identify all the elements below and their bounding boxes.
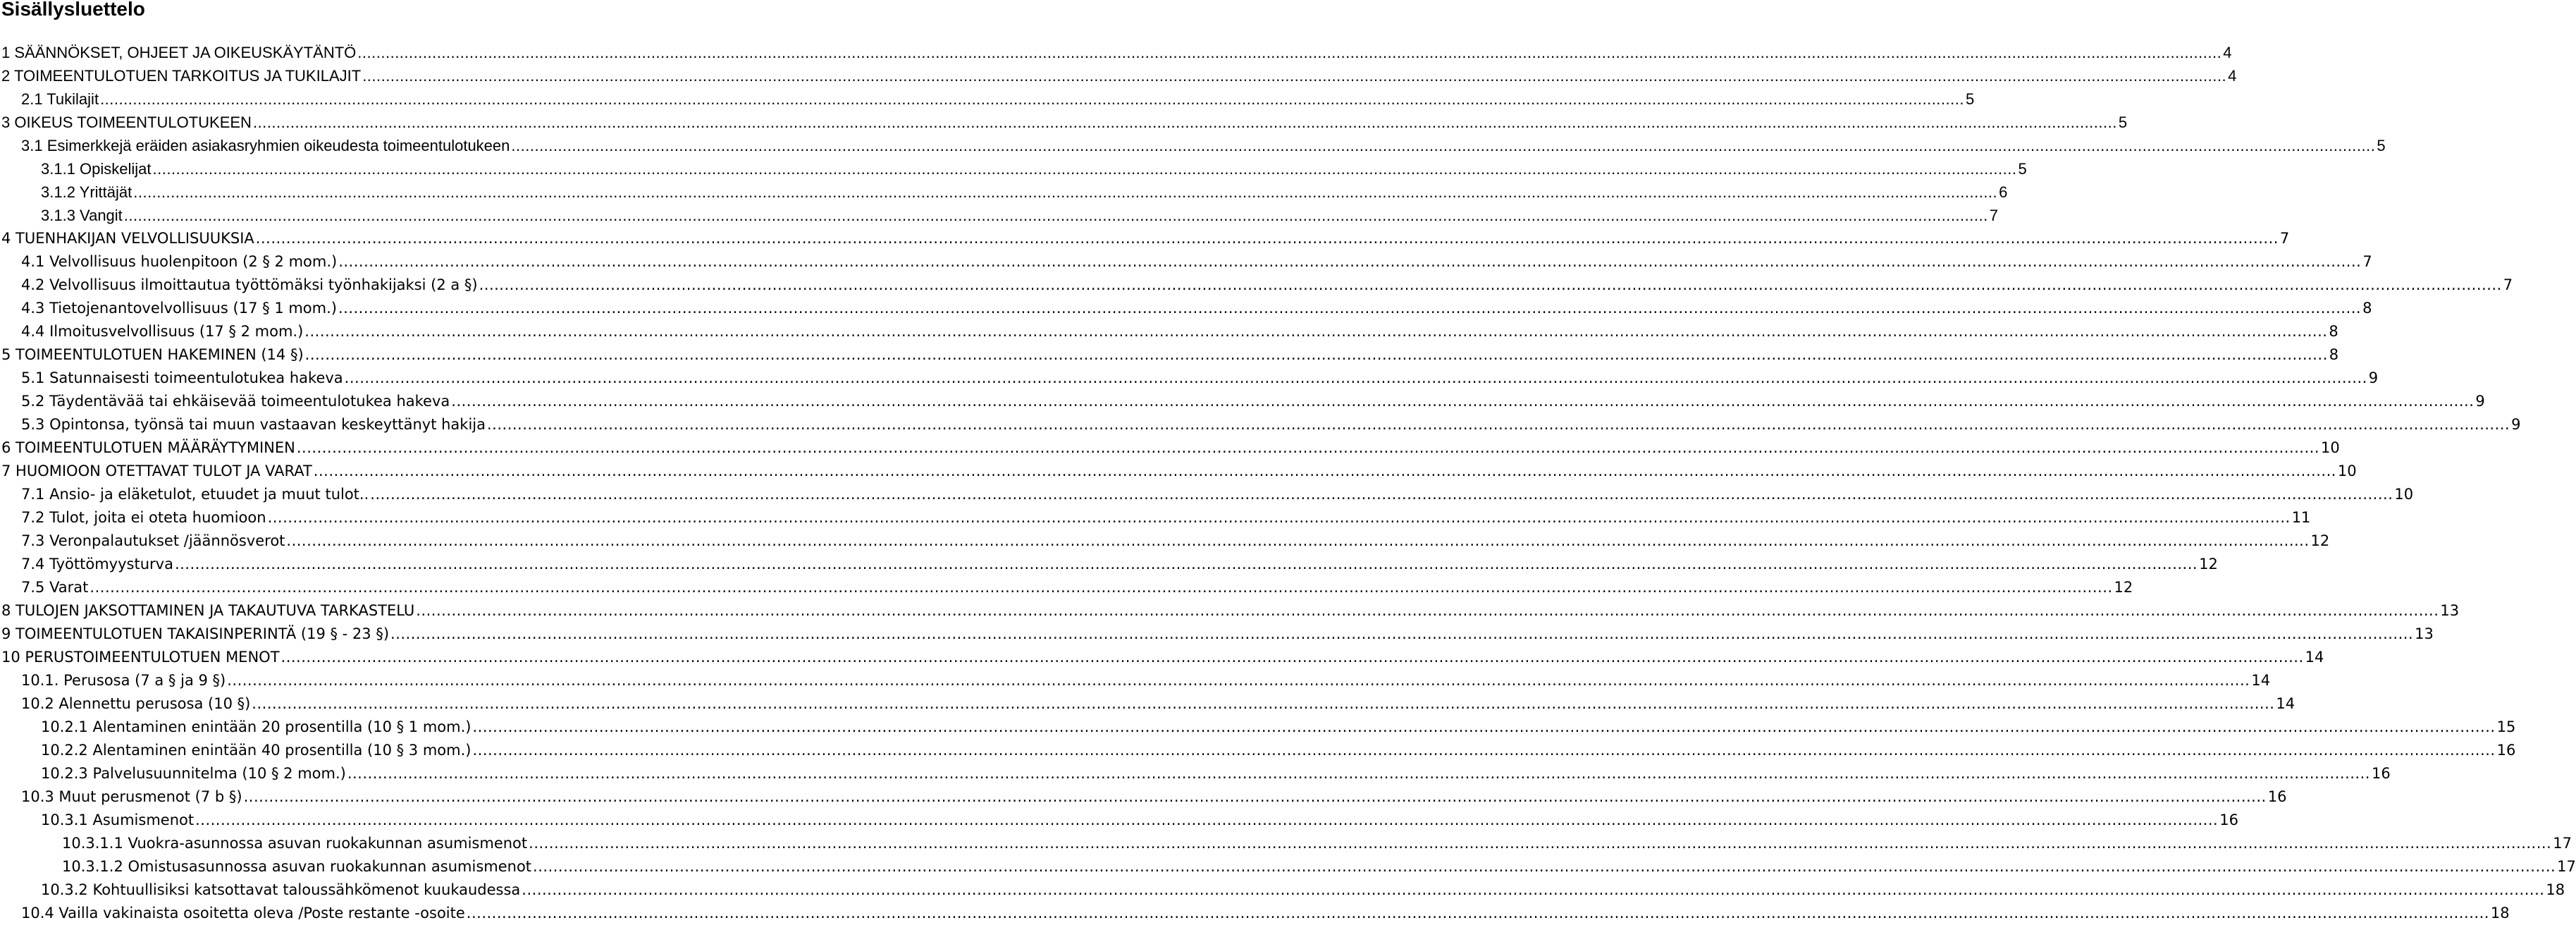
toc-dot-leader: ................................................................................................................................................................................................................................................................................................................................................................................................................ — [313, 463, 2336, 479]
toc-entry-title: 10.3 Muut perusmenot (7 b §) — [21, 788, 242, 805]
toc-entry[interactable] — [0, 343, 2339, 367]
toc-entry[interactable] — [0, 111, 2128, 134]
toc-page-number: 8 — [2362, 300, 2372, 317]
toc-entry-title: 4 TUENHAKIJAN VELVOLLISUUKSIA — [1, 230, 254, 247]
toc-entry-title: 2 TOIMEENTULOTUEN TARKOITUS JA TUKILAJIT — [1, 67, 362, 85]
toc-entry-title: 7.1 Ansio- ja eläketulot, etuudet ja muut tulot.. — [21, 486, 369, 503]
toc-entry[interactable] — [0, 506, 2311, 529]
toc-entry[interactable] — [0, 855, 2576, 878]
toc-entry-title: 4.4 Ilmoitusvelvollisuus (17 § 2 mom.) — [21, 323, 304, 340]
toc-entry[interactable] — [0, 297, 2372, 320]
toc-dot-leader: ................................................................................................................................................................................................................................................................................................................................................................................................................ — [255, 230, 2279, 247]
toc-dot-leader: ................................................................................................................................................................................................................................................................................................................................................................................................................ — [286, 532, 2310, 549]
toc-dot-leader: ................................................................................................................................................................................................................................................................................................................................................................................................................ — [296, 439, 2319, 456]
toc-entry[interactable] — [0, 64, 2237, 87]
toc-entry-title: 1 SÄÄNNÖKSET, OHJEET JA OIKEUSKÄYTÄNTÖ — [1, 44, 357, 61]
toc-dot-leader: ................................................................................................................................................................................................................................................................................................................................................................................................................ — [533, 858, 2556, 875]
toc-page-number: 7 — [2503, 276, 2513, 293]
toc-dot-leader: ................................................................................................................................................................................................................................................................................................................................................................................................................ — [100, 90, 1964, 108]
toc-dot-leader: ................................................................................................................................................................................................................................................................................................................................................................................................................ — [304, 323, 2328, 340]
toc-entry-title: 5.3 Opintonsa, työnsä tai muun vastaavan keskeyttänyt hakija — [21, 416, 486, 433]
toc-entry[interactable] — [0, 274, 2513, 297]
toc-dot-leader: ................................................................................................................................................................................................................................................................................................................................................................................................................ — [195, 812, 2219, 828]
toc-entry-title: 4.1 Velvollisuus huolenpitoon (2 § 2 mom.) — [21, 253, 338, 270]
toc-entry-title: 8 TULOJEN JAKSOTTAMINEN JA TAKAUTUVA TARKASTELU — [1, 602, 415, 619]
toc-entry[interactable] — [0, 320, 2338, 343]
toc-entry-title: 2.1 Tukilajit — [21, 90, 99, 108]
toc-page-number: 18 — [2490, 905, 2510, 921]
toc-page-number: 14 — [2276, 695, 2295, 712]
toc-entry[interactable] — [0, 599, 2460, 623]
toc-entry[interactable] — [0, 646, 2324, 669]
toc-entry[interactable] — [0, 250, 2372, 274]
toc-dot-leader: ................................................................................................................................................................................................................................................................................................................................................................................................................ — [472, 742, 2496, 759]
toc-page-number: 17 — [2557, 858, 2576, 875]
toc-entry[interactable] — [0, 553, 2218, 576]
toc-entry[interactable] — [0, 413, 2521, 436]
toc-dot-leader: ................................................................................................................................................................................................................................................................................................................................................................................................................ — [472, 718, 2496, 735]
toc-page-number: 13 — [2415, 625, 2434, 642]
toc-entry[interactable] — [0, 87, 1975, 111]
toc-entry[interactable] — [0, 878, 2565, 902]
toc-entry-title: 10.3.2 Kohtuullisiksi katsottavat taloussähkömenot kuukaudessa — [41, 881, 521, 898]
toc-page-number: 16 — [2267, 788, 2287, 805]
page-title: Sisällysluettelo — [1, 0, 145, 20]
toc-entry-title: 10 PERUSTOIMEENTULOTUEN MENOT — [1, 649, 280, 666]
toc-entry-title: 10.3.1.2 Omistusasunnossa asuvan ruokakunnan asumismenot — [62, 858, 532, 875]
toc-dot-leader: ................................................................................................................................................................................................................................................................................................................................................................................................................ — [529, 835, 2552, 852]
toc-entry-title: 10.2 Alennettu perusosa (10 §) — [21, 695, 251, 712]
toc-entry[interactable] — [0, 367, 2379, 390]
toc-entry[interactable] — [0, 460, 2357, 483]
toc-page-number: 8 — [2329, 346, 2339, 363]
toc-entry[interactable] — [0, 785, 2287, 809]
toc-dot-leader: ................................................................................................................................................................................................................................................................................................................................................................................................................ — [338, 253, 2362, 270]
toc-dot-leader: ................................................................................................................................................................................................................................................................................................................................................................................................................ — [123, 207, 1988, 224]
toc-entry-title: 10.3.1 Asumismenot — [41, 812, 195, 828]
toc-page-number: 5 — [2377, 137, 2386, 154]
toc-entry[interactable] — [0, 41, 2232, 64]
toc-entry-title: 5.1 Satunnaisesti toimeentulotukea hakeva — [21, 369, 343, 386]
toc-page-number: 9 — [2475, 393, 2485, 410]
toc-entry[interactable] — [0, 902, 2510, 925]
toc-dot-leader: ................................................................................................................................................................................................................................................................................................................................................................................................................ — [390, 625, 2414, 642]
toc-dot-leader: ................................................................................................................................................................................................................................................................................................................................................................................................................ — [511, 137, 2376, 154]
toc-page-number: 7 — [1989, 207, 1998, 224]
toc-dot-leader: ................................................................................................................................................................................................................................................................................................................................................................................................................ — [304, 346, 2328, 363]
toc-page-number: 17 — [2553, 835, 2572, 852]
toc-entry-title: 5 TOIMEENTULOTUEN HAKEMINEN (14 §) — [1, 346, 304, 363]
toc-entry-title: 10.1. Perusosa (7 a § ja 9 §) — [21, 672, 226, 689]
toc-page-number: 16 — [2219, 812, 2238, 828]
toc-page-number: 11 — [2291, 509, 2311, 526]
toc-entry-title: 3.1.1 Opiskelijat — [41, 160, 152, 178]
toc-entry-title: 4.3 Tietojenantovelvollisuus (17 § 1 mom.) — [21, 300, 337, 317]
toc-entry-title: 3.1 Esimerkkejä eräiden asiakasryhmien oikeudesta toimeentulotukeen — [21, 137, 510, 154]
toc-page-number: 9 — [2511, 416, 2521, 433]
toc-page-number: 5 — [1965, 90, 1975, 108]
toc-page-number: 10 — [2321, 439, 2340, 456]
toc-page-number: 5 — [2118, 114, 2128, 131]
toc-entry-title: 7.5 Varat — [21, 579, 89, 596]
toc-page-number: 12 — [2114, 579, 2133, 596]
toc-entry-title: 3.1.2 Yrittäjät — [41, 183, 133, 201]
toc-entry-title: 7.2 Tulot, joita ei oteta huomioon — [21, 509, 266, 526]
toc-page-number: 14 — [2305, 649, 2324, 666]
toc-entry[interactable] — [0, 204, 1998, 227]
toc-dot-leader: ................................................................................................................................................................................................................................................................................................................................................................................................................ — [347, 765, 2370, 782]
toc-dot-leader: ................................................................................................................................................................................................................................................................................................................................................................................................................ — [370, 486, 2393, 503]
toc-entry[interactable] — [0, 716, 2516, 739]
toc-entry-title: 3.1.3 Vangit — [41, 207, 123, 224]
toc-dot-leader: ................................................................................................................................................................................................................................................................................................................................................................................................................ — [479, 276, 2502, 293]
toc-page-number: 7 — [2279, 230, 2290, 247]
toc-dot-leader: ................................................................................................................................................................................................................................................................................................................................................................................................................ — [174, 556, 2198, 572]
toc-page-number: 10 — [2337, 463, 2357, 479]
toc-dot-leader: ................................................................................................................................................................................................................................................................................................................................................................................................................ — [133, 183, 1998, 201]
toc-dot-leader: ................................................................................................................................................................................................................................................................................................................................................................................................................ — [357, 44, 2222, 61]
toc-dot-leader: ................................................................................................................................................................................................................................................................................................................................................................................................................ — [267, 509, 2291, 526]
toc-page-number: 16 — [2371, 765, 2391, 782]
toc-page-number: 8 — [2329, 323, 2338, 340]
toc-dot-leader: ................................................................................................................................................................................................................................................................................................................................................................................................................ — [451, 393, 2475, 410]
toc-entry[interactable] — [0, 157, 2027, 180]
toc-dot-leader: ................................................................................................................................................................................................................................................................................................................................................................................................................ — [227, 672, 2250, 689]
toc-entry-title: 4.2 Velvollisuus ilmoittautua työttömäksi työnhakijaksi (2 a §) — [21, 276, 478, 293]
toc-dot-leader: ................................................................................................................................................................................................................................................................................................................................................................................................................ — [344, 369, 2367, 386]
toc-entry[interactable] — [0, 762, 2391, 785]
toc-page-number: 4 — [2228, 67, 2237, 85]
toc-entry-title: 7.3 Veronpalautukset /jäännösverot — [21, 532, 285, 549]
toc-entry-title: 10.3.1.1 Vuokra-asunnossa asuvan ruokakunnan asumismenot — [62, 835, 528, 852]
toc-entry[interactable] — [0, 669, 2271, 692]
toc-dot-leader: ................................................................................................................................................................................................................................................................................................................................................................................................................ — [362, 67, 2227, 85]
toc-dot-leader: ................................................................................................................................................................................................................................................................................................................................................................................................................ — [338, 300, 2362, 317]
toc-dot-leader: ................................................................................................................................................................................................................................................................................................................................................................................................................ — [252, 695, 2275, 712]
toc-dot-leader: ................................................................................................................................................................................................................................................................................................................................................................................................................ — [466, 905, 2489, 921]
toc-dot-leader: ................................................................................................................................................................................................................................................................................................................................................................................................................ — [416, 602, 2439, 619]
toc-entry-title: 7.4 Työttömyysturva — [21, 556, 173, 572]
toc-page-number: 18 — [2546, 881, 2565, 898]
toc-page-number: 16 — [2496, 742, 2516, 759]
toc-page-number: 7 — [2362, 253, 2372, 270]
toc-entry-title: 10.2.2 Alentaminen enintään 40 prosentilla (10 § 3 mom.) — [41, 742, 472, 759]
toc-entry[interactable] — [0, 529, 2330, 553]
toc-entry[interactable] — [0, 390, 2485, 413]
toc-page-number: 10 — [2394, 486, 2414, 503]
toc-entry[interactable] — [0, 180, 2008, 204]
toc-entry[interactable] — [0, 436, 2340, 460]
table-of-contents — [0, 41, 2576, 925]
toc-entry-title: 6 TOIMEENTULOTUEN MÄÄRÄYTYMINEN — [1, 439, 295, 456]
toc-entry[interactable] — [0, 809, 2238, 832]
toc-dot-leader: ................................................................................................................................................................................................................................................................................................................................................................................................................ — [522, 881, 2545, 898]
toc-dot-leader: ................................................................................................................................................................................................................................................................................................................................................................................................................ — [487, 416, 2510, 433]
toc-entry[interactable] — [0, 623, 2434, 646]
toc-dot-leader: ................................................................................................................................................................................................................................................................................................................................................................................................................ — [252, 114, 2117, 131]
toc-entry-title: 7 HUOMIOON OTETTAVAT TULOT JA VARAT — [1, 463, 312, 479]
toc-dot-leader: ................................................................................................................................................................................................................................................................................................................................................................................................................ — [243, 788, 2267, 805]
toc-entry[interactable] — [0, 576, 2133, 599]
toc-entry-title: 5.2 Täydentävää tai ehkäisevää toimeentulotukea hakeva — [21, 393, 450, 410]
toc-page-number: 15 — [2496, 718, 2516, 735]
toc-page-number: 13 — [2440, 602, 2460, 619]
toc-entry-title: 9 TOIMEENTULOTUEN TAKAISINPERINTÄ (19 § - 23 §) — [1, 625, 390, 642]
toc-page-number: 5 — [2018, 160, 2027, 178]
toc-page-number: 14 — [2251, 672, 2271, 689]
toc-entry[interactable] — [0, 483, 2414, 506]
toc-page-number: 6 — [1999, 183, 2008, 201]
toc-page-number: 4 — [2223, 44, 2232, 61]
toc-dot-leader: ................................................................................................................................................................................................................................................................................................................................................................................................................ — [152, 160, 2017, 178]
toc-entry-title: 3 OIKEUS TOIMEENTULOTUKEEN — [1, 114, 252, 131]
toc-entry[interactable] — [0, 227, 2290, 250]
toc-page-number: 12 — [2310, 532, 2330, 549]
toc-dot-leader: ................................................................................................................................................................................................................................................................................................................................................................................................................ — [90, 579, 2113, 596]
toc-entry[interactable] — [0, 134, 2386, 157]
toc-entry[interactable] — [0, 692, 2295, 716]
toc-entry-title: 10.2.1 Alentaminen enintään 20 prosentilla (10 § 1 mom.) — [41, 718, 472, 735]
toc-dot-leader: ................................................................................................................................................................................................................................................................................................................................................................................................................ — [281, 649, 2304, 666]
toc-entry-title: 10.2.3 Palvelusuunnitelma (10 § 2 mom.) — [41, 765, 346, 782]
toc-page-number: 12 — [2199, 556, 2218, 572]
toc-entry[interactable] — [0, 739, 2516, 762]
toc-page-number: 9 — [2368, 369, 2379, 386]
toc-entry[interactable] — [0, 832, 2572, 855]
toc-entry-title: 10.4 Vailla vakinaista osoitetta oleva /Poste restante -osoite — [21, 905, 465, 921]
